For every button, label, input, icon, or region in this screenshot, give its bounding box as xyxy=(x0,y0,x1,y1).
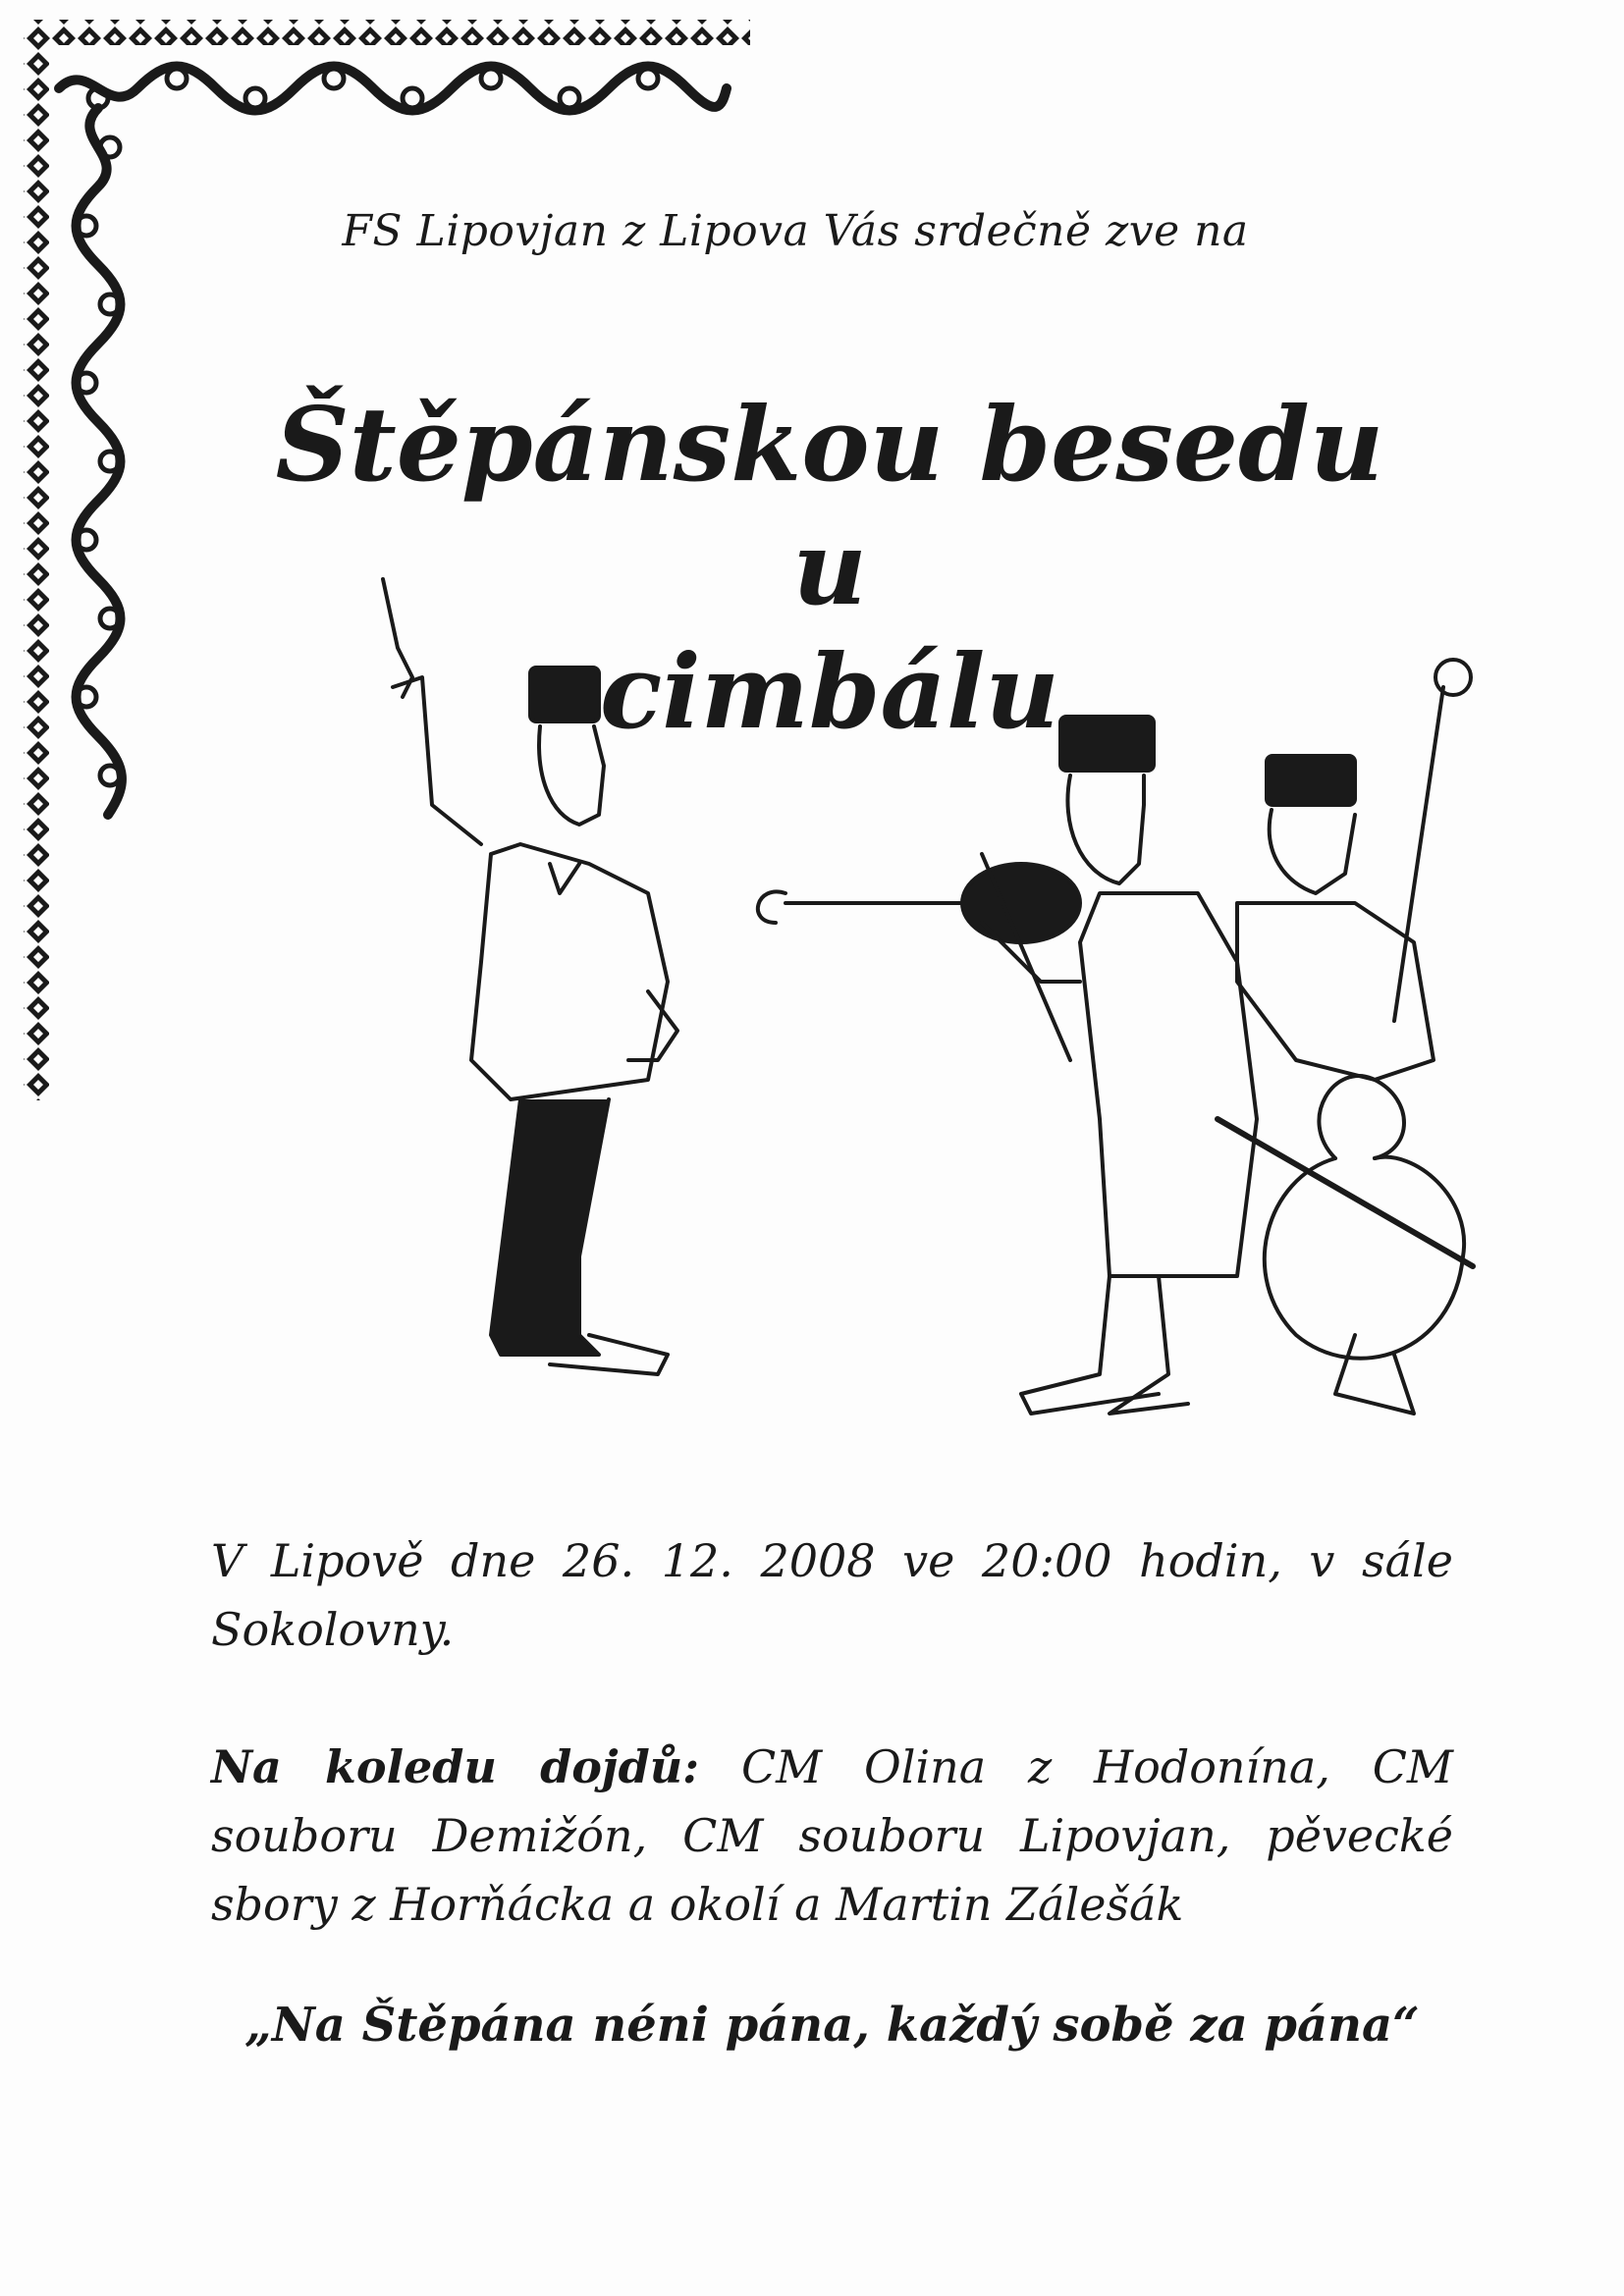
motto-quote: „Na Štěpána néni pána, každý sobě za pána“ xyxy=(244,1998,1420,2053)
guests-list: CM Olina z Hodonína, CM souboru Demižón, CM souboru Lipovjan, pěvecké sbory z Horňácka a okolí a Martin Zálešák xyxy=(211,1740,1453,1931)
guests-lead: Na koledu dojdů: xyxy=(211,1740,700,1793)
event-date-place: V Lipově dne 26. 12. 2008 ve 20:00 hodin, v sále Sokolovny. xyxy=(211,1534,1453,1656)
cimbalom-band-drawing-icon xyxy=(353,569,1551,1492)
event-title-line1: Štěpánskou besedu u xyxy=(275,384,1384,628)
event-title-line2: cimbálu xyxy=(599,631,1060,752)
invitation-intro: FS Lipovjan z Lipova Vás srdečně zve na xyxy=(342,206,1249,256)
guest-performers xyxy=(211,1733,1453,1939)
